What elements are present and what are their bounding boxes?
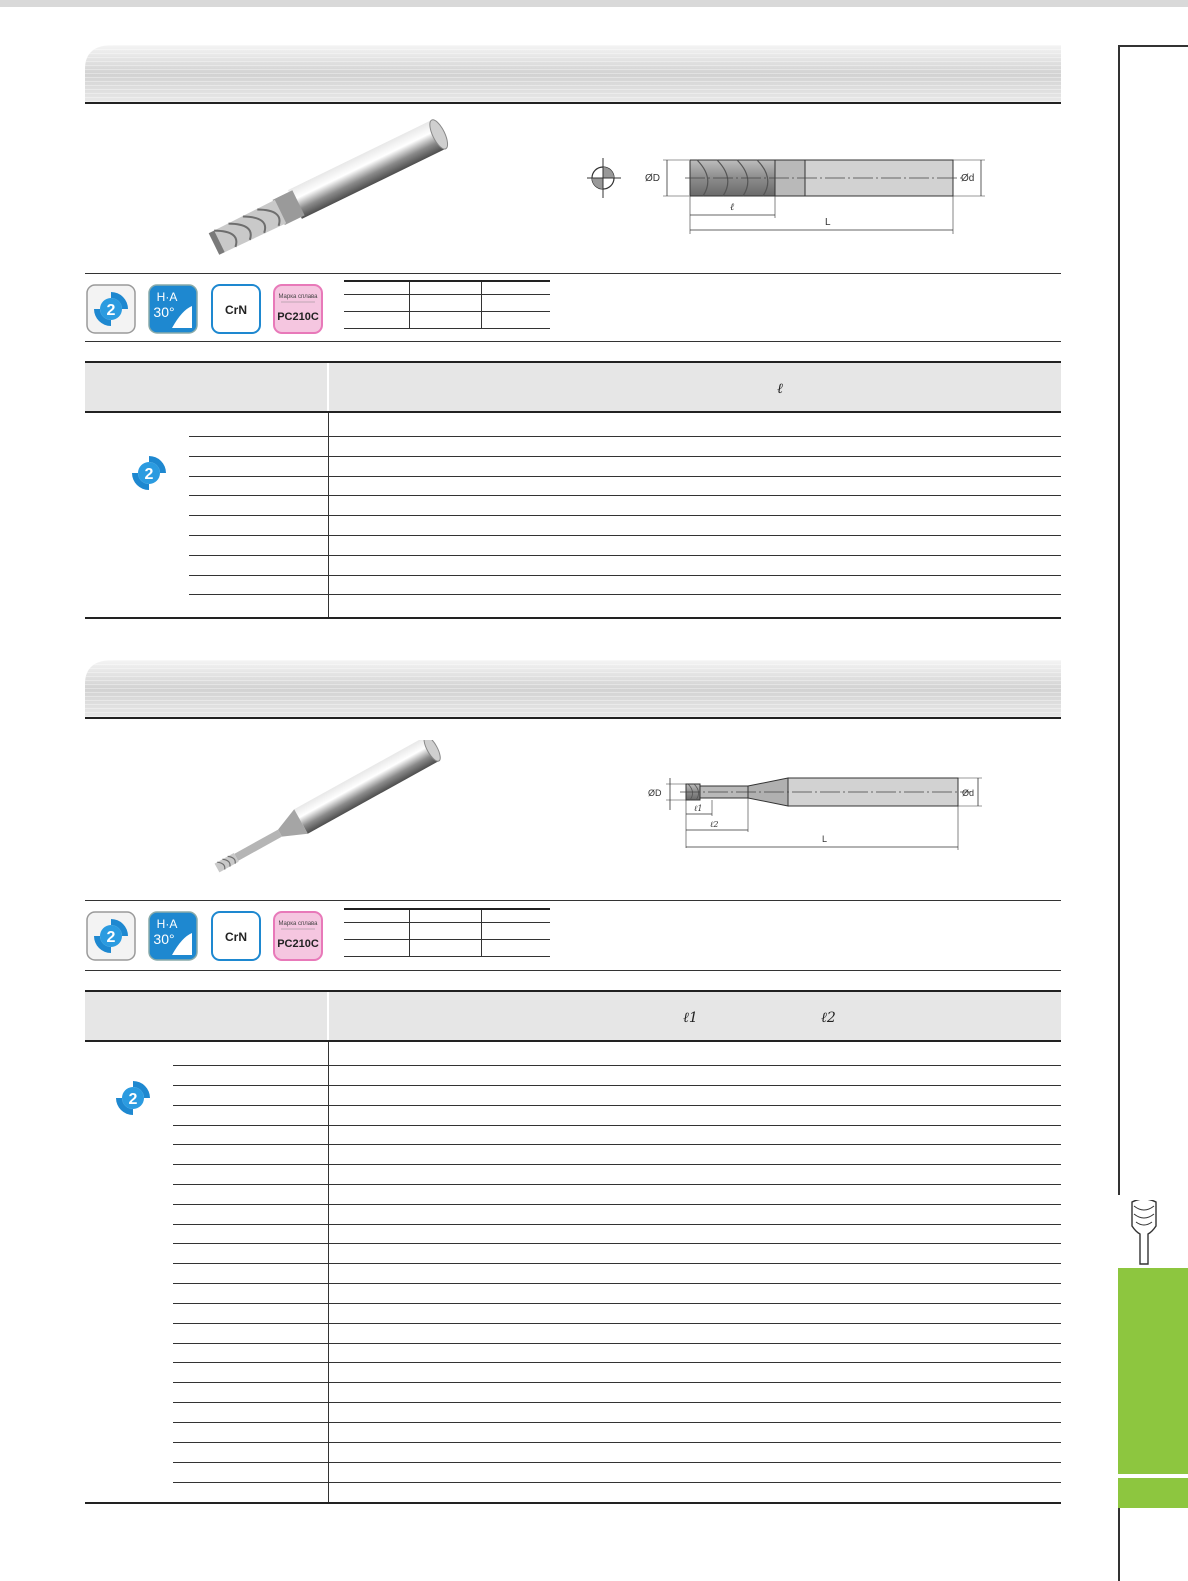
long-neck-end-mill-photo: [205, 740, 455, 880]
dimension-diagram-1: [585, 150, 1005, 240]
svg-text:CrN: CrN: [224, 303, 248, 317]
side-tab-active[interactable]: [1118, 1268, 1188, 1508]
svg-text:PC210C: PC210C: [277, 311, 319, 323]
side-tab-line: [1118, 1508, 1120, 1581]
dim-d-label: Ød: [961, 173, 975, 184]
col-l1-header: ℓ1: [683, 1010, 698, 1026]
dim-D-label: ØD: [645, 173, 660, 184]
table-row: [173, 1382, 1061, 1383]
section-2-badge-bottom-rule: [85, 970, 1061, 971]
table-row: [173, 1263, 1061, 1264]
grade-badge: [273, 284, 323, 334]
table-row: [173, 1204, 1061, 1205]
table-row: [189, 535, 1061, 536]
coating-badge: [211, 911, 261, 961]
svg-text:Марка сплава: Марка сплава: [278, 294, 318, 300]
section-1-spec-table: [85, 361, 1061, 619]
table-row: [173, 1085, 1061, 1086]
col-l-header: ℓ: [777, 381, 783, 397]
section-1-spec-header: [85, 361, 1061, 413]
dim-l-label: ℓ: [730, 202, 735, 213]
section-1-mini-table: [344, 280, 550, 329]
two-flute-icon: [113, 1078, 153, 1118]
section-2-spec-header: [85, 990, 1061, 1042]
table-row: [189, 515, 1061, 516]
svg-text:2: 2: [106, 929, 116, 946]
section-1-banner-rule: [85, 102, 1061, 104]
svg-text:2: 2: [106, 302, 116, 319]
section-2-spec-table: [85, 990, 1061, 1504]
section-1-banner: [85, 45, 1061, 103]
dim-l1-label: ℓ1: [694, 804, 703, 813]
svg-text:PC210C: PC210C: [277, 938, 319, 950]
svg-text:Марка сплава: Марка сплава: [278, 921, 318, 927]
coating-badge: [211, 284, 261, 334]
dim-L-label: L: [822, 834, 828, 844]
table-row: [189, 594, 1061, 595]
two-flute-badge: [86, 284, 136, 334]
grade-badge: [273, 911, 323, 961]
table-row: [189, 555, 1061, 556]
dimension-diagram-2: [640, 770, 1020, 855]
col-l2-header: ℓ2: [821, 1010, 836, 1026]
dim-L-label: L: [825, 217, 831, 228]
table-row: [173, 1125, 1061, 1126]
helix-angle-badge: [148, 284, 198, 334]
svg-text:2: 2: [144, 466, 154, 483]
side-tab-separator: [1118, 1474, 1188, 1478]
table-row: [173, 1402, 1061, 1403]
table-row: [173, 1303, 1061, 1304]
dim-l2-label: ℓ2: [710, 820, 719, 829]
table-row: [173, 1362, 1061, 1363]
section-2-banner-rule: [85, 717, 1061, 719]
table-row: [173, 1144, 1061, 1145]
table-row: [173, 1422, 1061, 1423]
table-row: [189, 456, 1061, 457]
svg-text:2: 2: [128, 1091, 138, 1108]
svg-text:H·A: H·A: [156, 290, 178, 304]
table-row: [173, 1224, 1061, 1225]
top-bar: [0, 0, 1188, 7]
table-row: [189, 575, 1061, 576]
dim-D-label: ØD: [648, 788, 662, 798]
section-2-banner: [85, 660, 1061, 718]
table-row: [173, 1482, 1061, 1483]
table-row: [173, 1164, 1061, 1165]
section-2-mini-table: [344, 908, 550, 957]
svg-text:CrN: CrN: [224, 930, 248, 944]
ball-end-mill-icon[interactable]: [1124, 1200, 1164, 1266]
svg-text:H·A: H·A: [156, 917, 178, 931]
table-row: [173, 1442, 1061, 1443]
section-1-spec-body: [85, 413, 1061, 619]
table-row: [173, 1184, 1061, 1185]
section-1-badge-top-rule: [85, 273, 1061, 274]
svg-text:30°: 30°: [153, 304, 175, 320]
section-2-badge-top-rule: [85, 900, 1061, 901]
table-row: [173, 1105, 1061, 1106]
table-row: [173, 1323, 1061, 1324]
table-row: [189, 436, 1061, 437]
side-tab-frame: [1118, 45, 1188, 1195]
table-row: [189, 476, 1061, 477]
two-flute-badge: [86, 911, 136, 961]
table-row: [189, 495, 1061, 496]
section-1-badge-bottom-rule: [85, 341, 1061, 342]
table-row: [173, 1462, 1061, 1463]
table-row: [173, 1065, 1061, 1066]
section-2-spec-body: [85, 1042, 1061, 1504]
dim-d-label: Ød: [962, 788, 975, 798]
helix-angle-badge: [148, 911, 198, 961]
svg-text:30°: 30°: [153, 931, 175, 947]
two-flute-icon: [129, 453, 169, 493]
table-row: [173, 1343, 1061, 1344]
table-row: [173, 1283, 1061, 1284]
table-row: [173, 1243, 1061, 1244]
end-mill-photo: [200, 118, 470, 260]
